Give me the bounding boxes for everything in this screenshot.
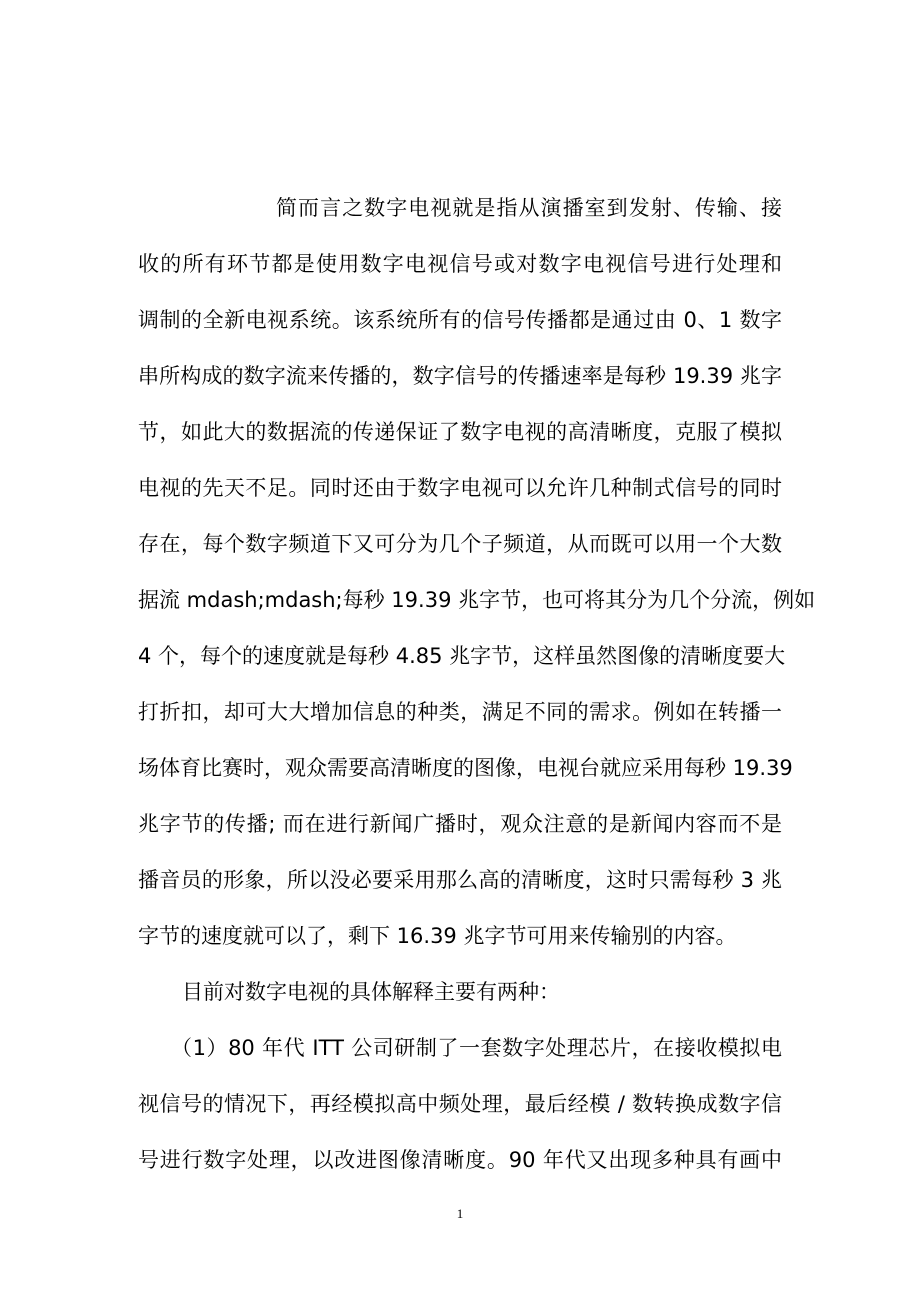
body-text-line: 调制的全新电视系统。该系统所有的信号传播都是通过由 0、1 数字 (138, 308, 782, 332)
body-text-line: 视信号的情况下，再经模拟高中频处理，最后经模 / 数转换成数字信 (138, 1092, 782, 1116)
body-text-line: 简而言之数字电视就是指从演播室到发射、传输、接 (276, 196, 782, 220)
body-text-line: 4 个，每个的速度就是每秒 4.85 兆字节，这样虽然图像的清晰度要大 (138, 644, 786, 668)
body-text-line: 播音员的形象，所以没必要采用那么高的清晰度，这时只需每秒 3 兆 (138, 868, 782, 892)
body-text-line: 场体育比赛时，观众需要高清晰度的图像，电视台就应采用每秒 19.39 (138, 756, 793, 780)
body-text-line: 电视的先天不足。同时还由于数字电视可以允许几种制式信号的同时 (138, 476, 782, 500)
body-text-line: 串所构成的数字流来传播的，数字信号的传播速率是每秒 19.39 兆字 (138, 364, 782, 388)
page-number: 1 (456, 1206, 464, 1221)
body-text-line: 目前对数字电视的具体解释主要有两种： (182, 980, 560, 1004)
body-text-line: 收的所有环节都是使用数字电视信号或对数字电视信号进行处理和 (138, 252, 782, 276)
body-text-line: 字节的速度就可以了，剩下 16.39 兆字节可用来传输别的内容。 (138, 924, 737, 948)
body-text-line: 号进行数字处理，以改进图像清晰度。90 年代又出现多种具有画中 (138, 1148, 782, 1172)
body-text-line: 存在，每个数字频道下又可分为几个子频道，从而既可以用一个大数 (138, 532, 782, 556)
body-text-line: 据流 mdash;mdash;每秒 19.39 兆字节，也可将其分为几个分流，例如 (138, 588, 816, 612)
body-text-line: 打折扣，却可大大增加信息的种类，满足不同的需求。例如在转播一 (138, 700, 782, 724)
body-text-line: 兆字节的传播; 而在进行新闻广播时，观众注意的是新闻内容而不是 (138, 812, 782, 836)
body-text-line: （1）80 年代 ITT 公司研制了一套数字处理芯片，在接收模拟电 (171, 1036, 782, 1060)
body-text-line: 节，如此大的数据流的传递保证了数字电视的高清晰度，克服了模拟 (138, 420, 782, 444)
